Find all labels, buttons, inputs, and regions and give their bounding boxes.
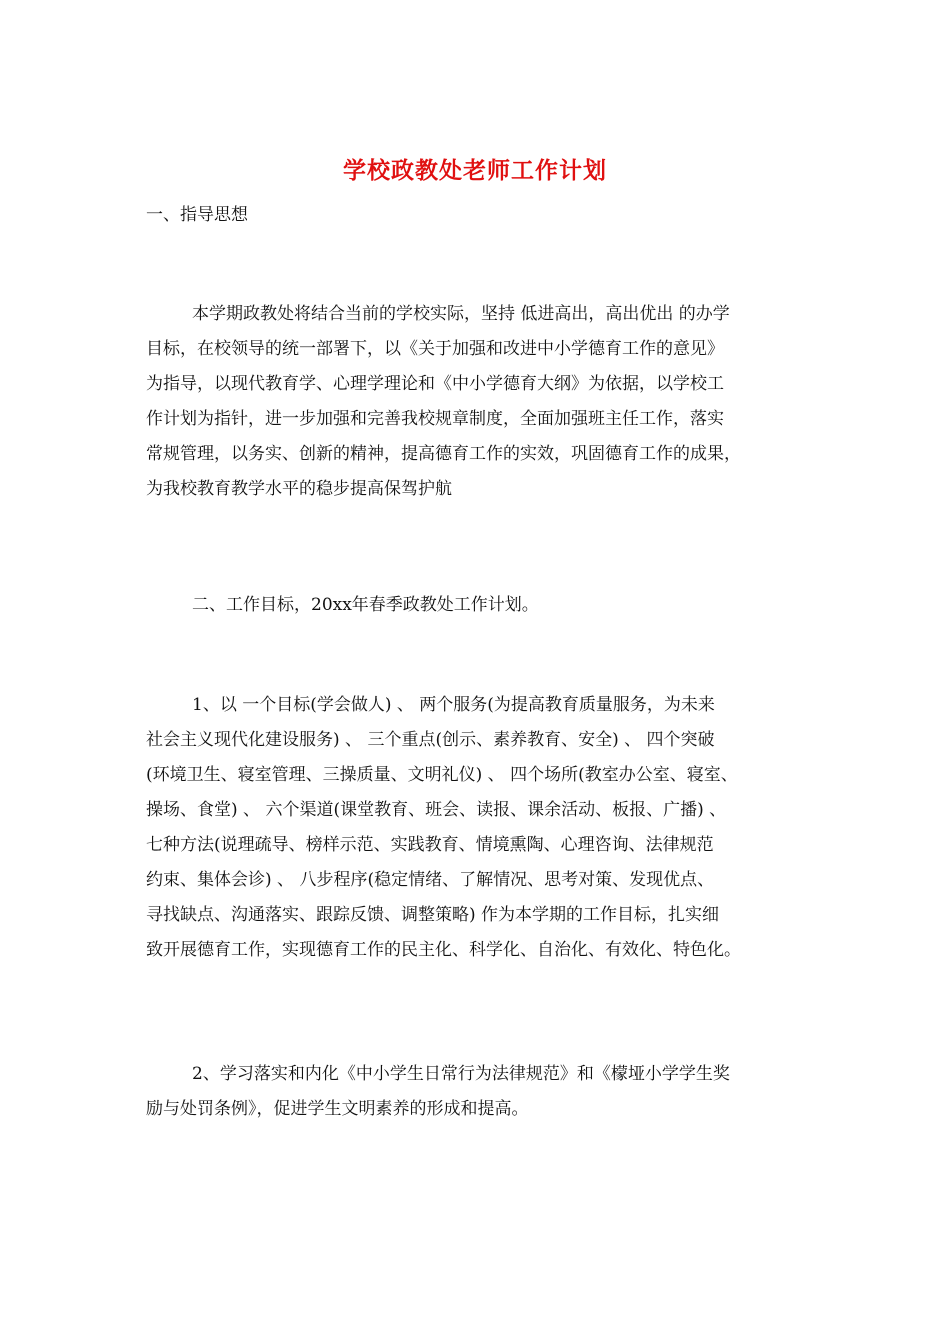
paragraph-line: 二、工作目标，20xx年春季政教处工作计划。: [192, 595, 539, 615]
paragraph-line: 为我校教育教学水平的稳步提高保驾护航: [146, 479, 452, 499]
paragraph-guiding-thought: [146, 297, 816, 507]
paragraph-line: 约束、集体会诊) 、 八步程序(稳定情绪、了解情况、思考对策、发现优点、: [146, 870, 715, 890]
paragraph-line: 本学期政教处将结合当前的学校实际，坚持 低进高出，高出优出 的办学: [192, 304, 730, 324]
paragraph-line: 常规管理，以务实、创新的精神，提高德育工作的实效，巩固德育工作的成果，: [146, 444, 741, 464]
paragraph-line: 目标，在校领导的统一部署下，以《关于加强和改进中小学德育工作的意见》: [146, 339, 724, 359]
paragraph-line: 社会主义现代化建设服务) 、 三个重点(创示、素养教育、安全) 、 四个突破: [146, 730, 715, 750]
paragraph-line: 为指导，以现代教育学、心理学理论和《中小学德育大纲》为依据，以学校工: [146, 374, 724, 394]
paragraph-line: 操场、食堂) 、 六个渠道(课堂教育、班会、读报、课余活动、板报、广播) 、: [146, 800, 727, 820]
paragraph-work-goal-heading: [146, 588, 816, 623]
paragraph-line: 1、以 一个目标(学会做人) 、 两个服务(为提高教育质量服务，为未来: [192, 695, 715, 715]
document-title: 学校政教处老师工作计划: [343, 157, 607, 184]
paragraph-line: (环境卫生、寝室管理、三操质量、文明礼仪) 、 四个场所(教室办公室、寝室、: [146, 765, 738, 785]
paragraph-goal-item-2: [146, 1057, 816, 1127]
section-heading-guiding-thought: 一、指导思想: [146, 205, 248, 225]
paragraph-line: 寻找缺点、沟通落实、跟踪反馈、调整策略) 作为本学期的工作目标，扎实细: [146, 905, 720, 925]
paragraph-line: 作计划为指针，进一步加强和完善我校规章制度，全面加强班主任工作，落实: [146, 409, 724, 429]
paragraph-line: 致开展德育工作，实现德育工作的民主化、科学化、自治化、有效化、特色化。: [146, 940, 741, 960]
paragraph-line: 七种方法(说理疏导、榜样示范、实践教育、情境熏陶、心理咨询、法律规范: [146, 835, 714, 855]
paragraph-line: 2、学习落实和内化《中小学生日常行为法律规范》和《檬垭小学学生奖: [192, 1064, 730, 1084]
paragraph-goal-item-1: [146, 688, 816, 968]
paragraph-line: 励与处罚条例》，促进学生文明素养的形成和提高。: [146, 1099, 529, 1119]
